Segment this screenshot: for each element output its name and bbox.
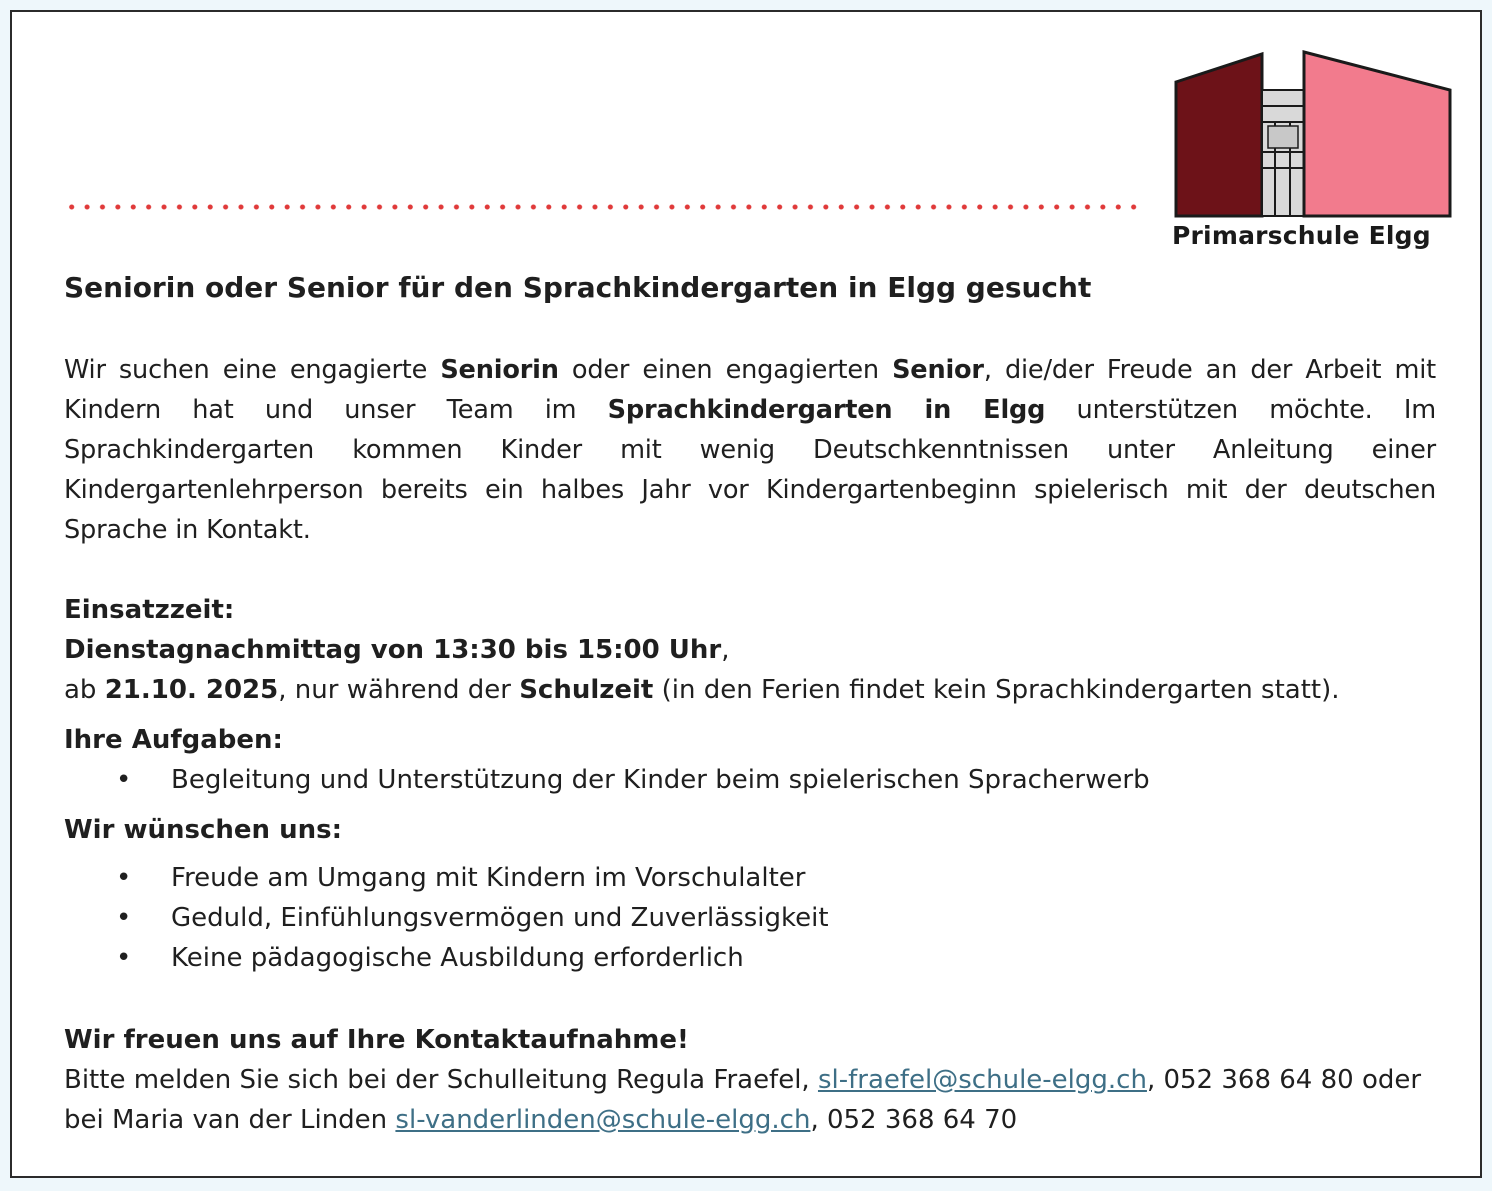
main-content — [64, 268, 1436, 1140]
dotted-divider — [64, 200, 1140, 214]
einsatzzeit-time-bold: Dienstagnachmittag von 13:30 bis 15:00 Uhr — [64, 635, 722, 665]
einsatz-text: (in den Ferien findet kein Sprachkindergarten statt). — [653, 675, 1340, 705]
kontakt-text: Bitte melden Sie sich bei der Schulleitung Regula Fraefel, — [64, 1065, 818, 1095]
school-building-icon — [1172, 40, 1452, 220]
einsatzzeit-label: Einsatzzeit: — [64, 595, 235, 625]
email-link-fraefel[interactable]: sl-fraefel@schule-elgg.ch — [817, 1065, 1147, 1095]
aufgaben-list — [64, 760, 1436, 800]
intro-text: , die/der Freude an der Arbeit mit Kindern hat und unser Team im — [64, 355, 1436, 425]
einsatzzeit-comma: , — [721, 635, 730, 665]
intro-bold-senior: Senior — [892, 355, 984, 385]
school-logo — [1172, 40, 1452, 250]
list-item: • Keine pädagogische Ausbildung erforderlich — [64, 938, 1436, 978]
intro-paragraph — [64, 350, 1436, 550]
list-item: • Begleitung und Unterstützung der Kinder beim spielerischen Spracherwerb — [64, 760, 1436, 800]
einsatzzeit-details — [64, 670, 1436, 710]
einsatz-start-date: 21.10. 2025 — [104, 675, 279, 705]
einsatz-text: , nur während der — [278, 675, 520, 705]
intro-text: oder einen engagierten — [558, 355, 893, 385]
list-item: • Geduld, Einfühlungsvermögen und Zuverlässigkeit — [64, 898, 1436, 938]
email-link-vanderlinden[interactable]: sl-vanderlinden@schule-elgg.ch — [395, 1105, 811, 1135]
list-item: • Freude am Umgang mit Kindern im Vorschulalter — [64, 858, 1436, 898]
intro-bold-sprachkindergarten: Sprachkindergarten in Elgg — [607, 395, 1046, 425]
wuensche-list — [64, 858, 1436, 978]
wuensche-label: Wir wünschen uns: — [64, 815, 342, 845]
kontakt-text: , 052 368 64 70 — [810, 1105, 1018, 1135]
intro-bold-seniorin: Seniorin — [440, 355, 559, 385]
intro-text: unterstützen möchte. Im Sprachkindergarten kommen Kinder mit wenig Deutschkenntnissen unter Anleitung einer Kindergartenlehrperson bereits ein halbes Jahr vor Kindergartenbeginn spielerisch mit der deutschen Sprache in Kontakt. — [64, 395, 1436, 545]
einsatzzeit-time — [64, 630, 1436, 670]
kontakt-paragraph — [64, 1060, 1436, 1140]
page-title: Seniorin oder Senior für den Sprachkindergarten in Elgg gesucht — [64, 271, 1092, 304]
kontakt-text: , 052 368 64 80 oder bei Maria van der Linden — [64, 1065, 1422, 1135]
einsatz-text: ab — [64, 675, 105, 705]
einsatz-bold-schulzeit: Schulzeit — [519, 675, 654, 705]
kontakt-label: Wir freuen uns auf Ihre Kontaktaufnahme! — [64, 1025, 689, 1055]
logo-text: Primarschule Elgg — [1172, 221, 1431, 250]
intro-text: Wir suchen eine engagierte — [64, 355, 441, 385]
aufgaben-label: Ihre Aufgaben: — [64, 725, 283, 755]
document-frame — [10, 10, 1482, 1178]
